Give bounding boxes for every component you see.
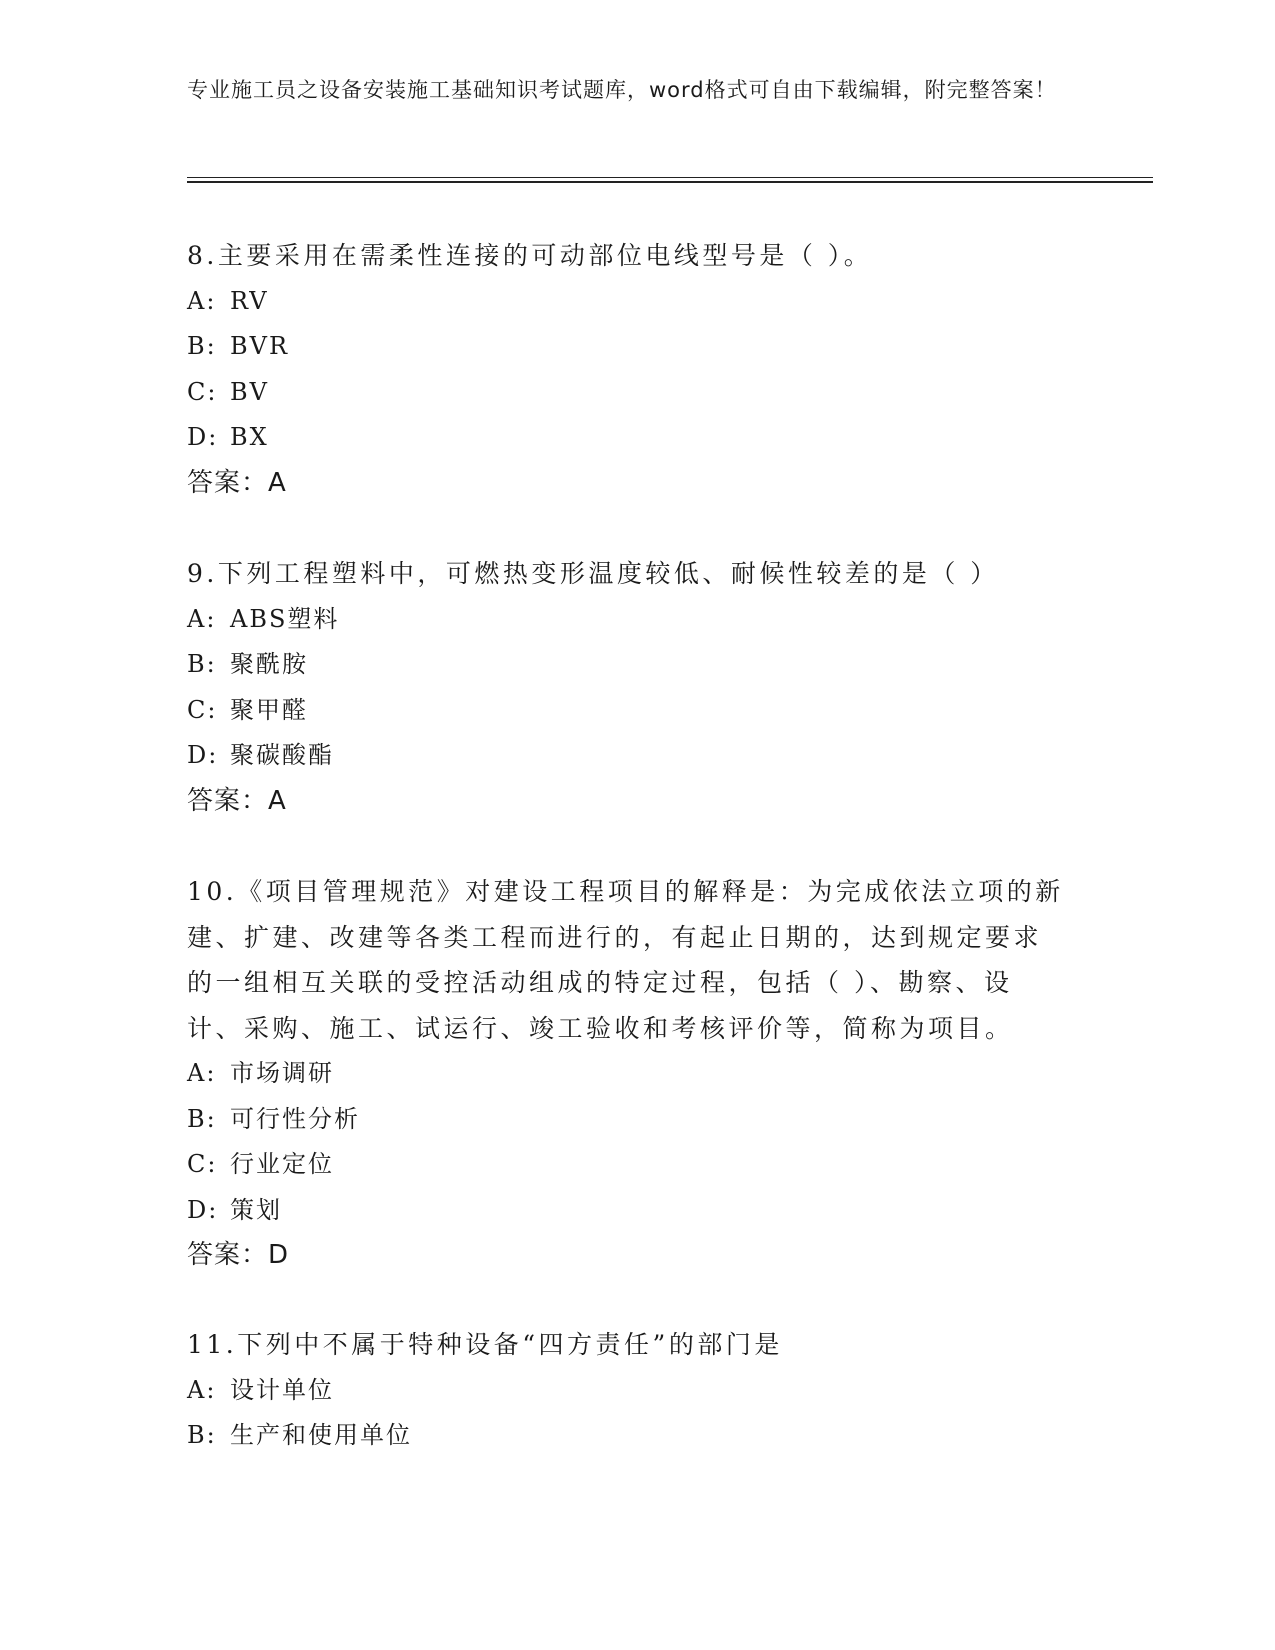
- option-letter: B:: [187, 1421, 217, 1449]
- option-letter: A:: [187, 1059, 217, 1087]
- option-text: RV: [230, 286, 269, 315]
- option-text: ABS塑料: [230, 604, 340, 633]
- option-a: [187, 1368, 1067, 1414]
- option-letter: D:: [187, 1195, 219, 1224]
- option-c: [187, 688, 1067, 734]
- option-letter: A:: [187, 286, 217, 315]
- option-text: 市场调研: [230, 1059, 334, 1087]
- option-d: [187, 1188, 1067, 1234]
- question-9: [187, 551, 1067, 824]
- option-text: 聚酰胺: [230, 650, 308, 678]
- option-d: [187, 733, 1067, 779]
- option-letter: C:: [187, 377, 218, 406]
- option-text: 可行性分析: [230, 1104, 360, 1133]
- option-letter: B:: [187, 1104, 217, 1133]
- option-c: [187, 1142, 1067, 1188]
- option-a: [187, 279, 1067, 325]
- question-title: 8.主要采用在需柔性连接的可动部位电线型号是（ ）。: [187, 241, 873, 270]
- question-10: [187, 869, 1067, 1279]
- option-letter: A:: [187, 1375, 217, 1404]
- option-d: [187, 415, 1067, 461]
- option-b: [187, 1097, 1067, 1143]
- answer-line: 答案：A: [187, 785, 287, 816]
- question-11: [187, 1322, 1067, 1459]
- option-text: BX: [230, 423, 269, 451]
- option-text: 聚甲醛: [230, 695, 308, 724]
- question-8: [187, 233, 1067, 506]
- option-letter: B:: [187, 332, 217, 360]
- question-title: 10.《项目管理规范》对建设工程项目的解释是：为完成依法立项的新建、扩建、改建等各类工程而进行的，有起止日期的，达到规定要求的一组相互关联的受控活动组成的特定过程，包括（ ）、勘察、设计、采购、施工、试运行、竣工验收和考核评价等，简称为项目。: [187, 877, 1064, 1043]
- option-letter: C:: [187, 1150, 218, 1178]
- header-divider-thin: [187, 177, 1153, 178]
- question-title: 9.下列工程塑料中，可燃热变形温度较低、耐候性较差的是（ ）: [187, 559, 999, 588]
- option-text: 聚碳酸酯: [230, 741, 334, 769]
- option-text: BVR: [230, 332, 290, 360]
- option-text: BV: [230, 377, 269, 406]
- document-header-text: 专业施工员之设备安装施工基础知识考试题库，word格式可自由下载编辑，附完整答案！: [187, 78, 1057, 102]
- option-letter: D:: [187, 423, 219, 451]
- answer-line: 答案：D: [187, 1240, 290, 1270]
- option-a: [187, 1051, 1067, 1097]
- option-b: [187, 1413, 1067, 1459]
- option-letter: A:: [187, 604, 217, 633]
- option-b: [187, 642, 1067, 688]
- option-text: 策划: [230, 1195, 282, 1224]
- option-letter: C:: [187, 695, 218, 724]
- option-b: [187, 324, 1067, 370]
- option-text: 行业定位: [230, 1150, 334, 1178]
- option-text: 生产和使用单位: [230, 1421, 412, 1449]
- option-letter: D:: [187, 741, 219, 769]
- answer-line: 答案：A: [187, 467, 287, 498]
- header-divider-thick: [187, 181, 1153, 183]
- option-text: 设计单位: [230, 1375, 334, 1404]
- option-letter: B:: [187, 650, 217, 678]
- question-title: 11.下列中不属于特种设备“四方责任”的部门是: [187, 1330, 783, 1359]
- option-a: [187, 597, 1067, 643]
- option-c: [187, 370, 1067, 416]
